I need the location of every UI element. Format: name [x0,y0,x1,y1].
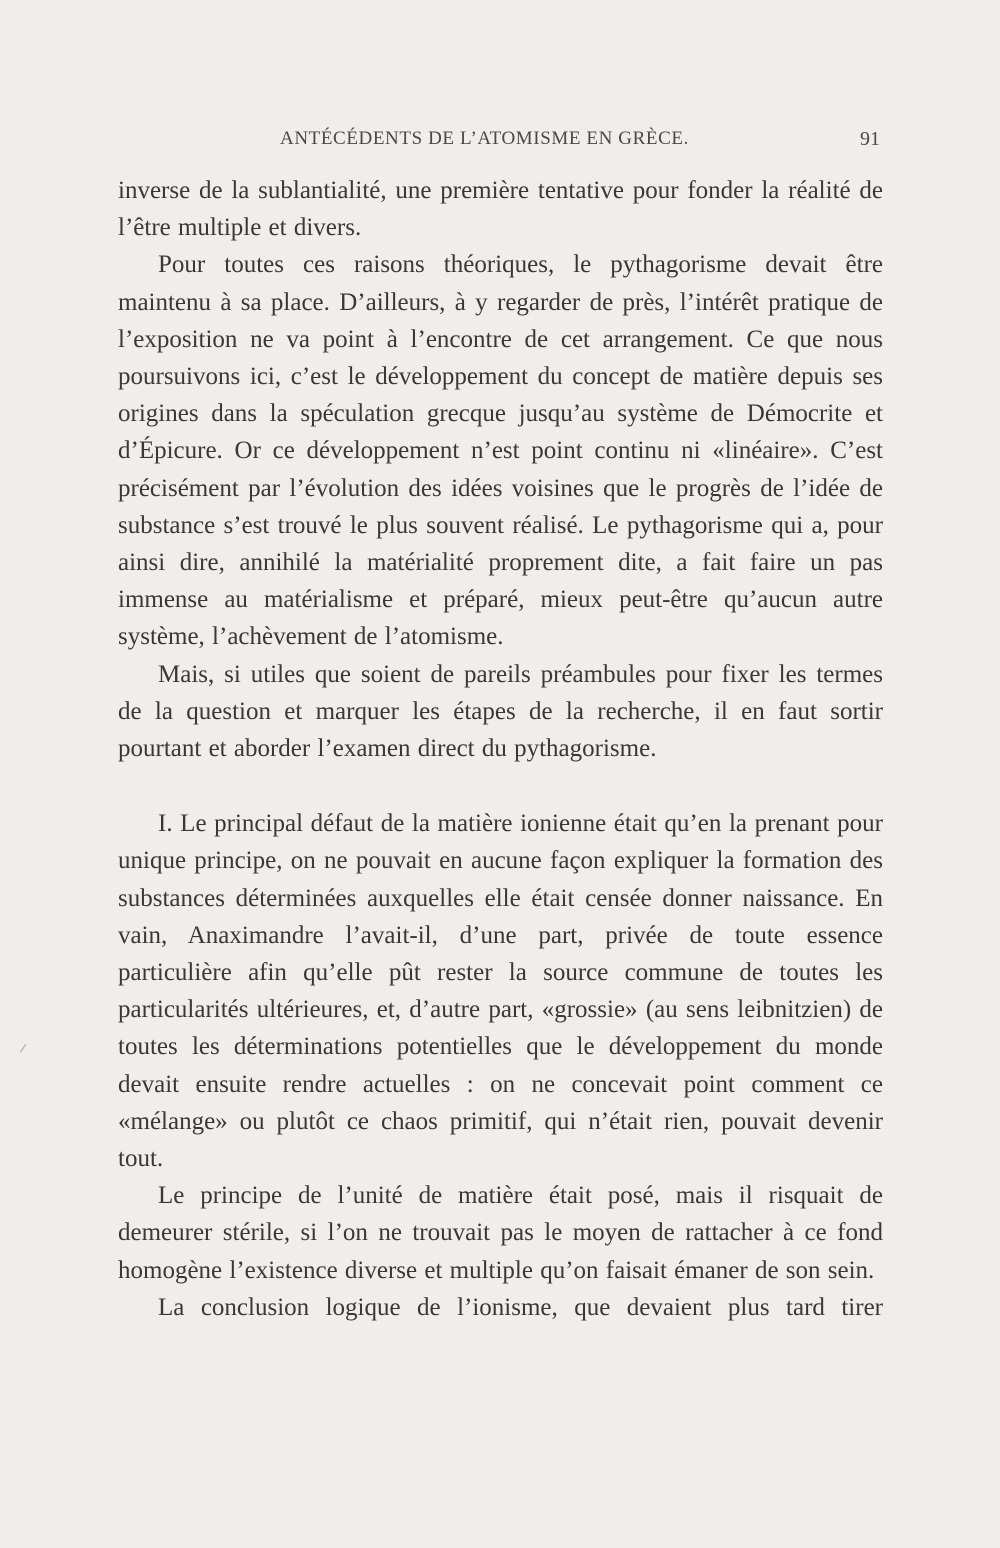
margin-mark [20,1044,31,1056]
page-number: 91 [860,128,880,150]
paragraph-4-section-i: I. Le principal défaut de la matière ionienne était qu’en la prenant pour unique principe, on ne pouvait en aucune façon expliquer la formation des substances déterminées auxquelles elle était censée donner naissance. En vain, Anaximandre l’avait-il, d’une part, privée de toute essence particulière afin qu’elle pût rester la source commune de toutes les particularités ultérieures, et, d’autre part, «grossie» (au sens leibnitzien) de toutes les déterminations potentielles que le développement du monde devait ensuite rendre actuelles : on ne concevait point comment ce «mélange» ou plutôt ce chaos primitif, qui n’était rien, pouvait devenir tout. [118,810,883,1173]
paragraph-1: inverse de la sublantialité, une première tentative pour fonder la réalité de l’être multiple et divers. [118,177,883,242]
paragraph-5: Le principe de l’unité de matière était posé, mais il risquait de demeurer stérile, si l’on ne trouvait pas le moyen de rattacher à ce fond homogène l’existence diverse et multiple qu’on faisait émaner de son sein. [118,1182,883,1284]
paragraph-2: Pour toutes ces raisons théoriques, le pythagorisme devait être maintenu à sa place. D’ailleurs, à y regarder de près, l’intérêt pratique de l’exposition ne va point à l’encontre de cet arrangement. Ce que nous poursuivons ici, c’est le développement du concept de matière depuis ses origines dans la spéculation grecque jusqu’au système de Démocrite et d’Épicure. Or ce développement n’est point continu ni «linéaire». C’est précisément par l’évolution des idées voisines que le progrès de l’idée de substance s’est trouvé le plus souvent réalisé. Le pythagorisme qui a, pour ainsi dire, annihilé la matérialité proprement dite, a fait faire un pas immense au matérialisme et préparé, mieux peut-être qu’aucun autre système, l’achèvement de l’atomisme. [118,251,883,651]
paragraph-6: La conclusion logique de l’ionisme, que devaient plus tard tirer [158,1293,883,1321]
paragraph-3: Mais, si utiles que soient de pareils préambules pour fixer les termes de la question et marquer les étapes de la recherche, il en faut sortir pourtant et aborder l’examen direct du pythagorisme. [118,660,883,763]
body-text [118,172,883,1326]
running-title: ANTÉCÉDENTS DE L’ATOMISME EN GRÈCE. [280,128,689,149]
running-head [118,128,880,158]
